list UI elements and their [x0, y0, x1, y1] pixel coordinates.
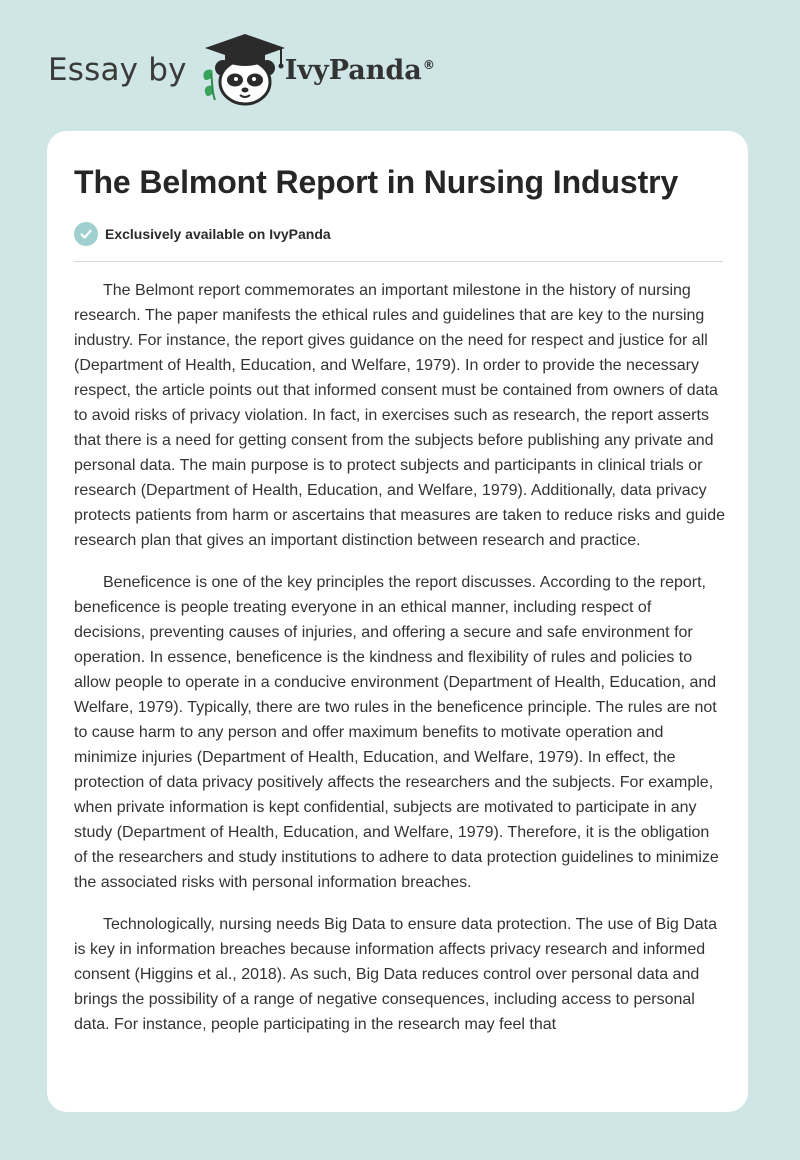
- badge-text: Exclusively available on IvyPanda: [105, 226, 331, 242]
- essay-body: [74, 278, 726, 1054]
- paragraph: Beneficence is one of the key principles the report discusses. According to the report, beneficence is people treating everyone in an ethical manner, including respect of decisions, preventing causes of injuries, and offering a secure and safe environment for operation. In essence, beneficence is the kindness and flexibility of rules and policies to allow people to operate in a conducive environment (Department of Health, Education, and Welfare, 1979). Typically, there are two rules in the beneficence principle. The rules are not to cause harm to any person and offer maximum benefits to motivate operation and minimize injuries (Department of Health, Education, and Welfare, 1979). In effect, the protection of data privacy positively affects the researchers and the subjects. For example, when private information is kept confidential, subjects are motivated to participate in any study (Department of Health, Education, and Welfare, 1979). Therefore, it is the obligation of the researchers and study institutions to adhere to data protection guidelines to minimize the associated risks with personal information breaches.: [74, 574, 719, 891]
- divider: [74, 261, 723, 262]
- brand-prefix: Essay by: [48, 51, 187, 88]
- exclusive-badge: [74, 222, 331, 246]
- brand-name: IvyPanda®: [284, 54, 435, 86]
- paragraph: The Belmont report commemorates an important milestone in the history of nursing research. The paper manifests the ethical rules and guidelines that are key to the nursing industry. For instance, the report gives guidance on the need for respect and justice for all (Department of Health, Education, and Welfare, 1979). In order to provide the necessary respect, the article points out that informed consent must be contained from owners of data to avoid risks of privacy violation. In fact, in exercises such as research, the report asserts that there is a need for getting consent from the subjects before publishing any private and personal data. The main purpose is to protect subjects and participants in clinical trials or research (Department of Health, Education, and Welfare, 1979). Additionally, data privacy protects patients from harm or ascertains that measures are taken to reduce risks and guide research plan that gives an important distinction between research and practice.: [74, 282, 725, 549]
- brand-header[interactable]: [48, 30, 435, 110]
- check-circle-icon: [74, 222, 98, 246]
- essay-card: [47, 131, 748, 1112]
- paragraph: Technologically, nursing needs Big Data to ensure data protection. The use of Big Data is key in information breaches because information affects privacy research and informed consent (Higgins et al., 2018). As such, Big Data reduces control over personal data and brings the possibility of a range of negative consequences, including access to personal data. For instance, people participating in the research may feel that: [74, 916, 718, 1033]
- page-title: The Belmont Report in Nursing Industry: [74, 164, 679, 200]
- panda-graduate-logo-icon: [199, 30, 291, 110]
